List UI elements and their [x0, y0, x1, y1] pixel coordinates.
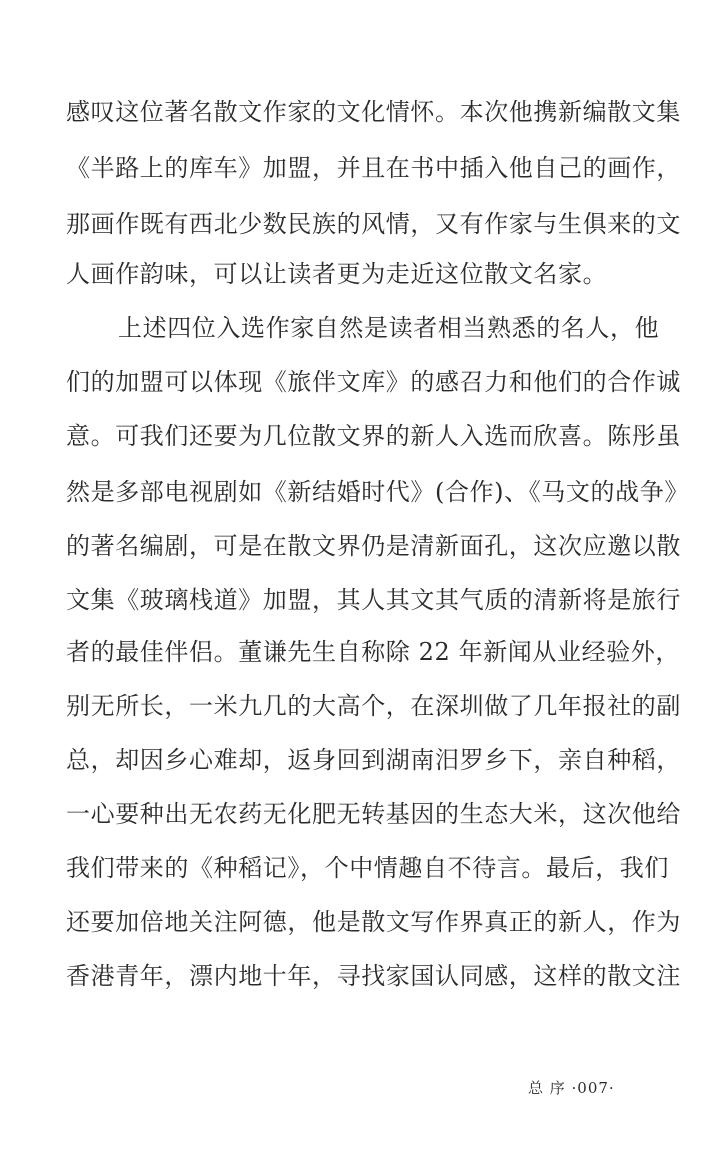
body-line: 意。可我们还要为几位散文界的新人入选而欣喜。陈彤虽 — [66, 422, 681, 450]
body-line: 那画作既有西北少数民族的风情，又有作家与生俱来的文 — [66, 210, 681, 238]
body-line: 总，却因乡心难却，返身回到湖南汨罗乡下，亲自种稻， — [66, 746, 681, 774]
body-line: 人画作韵味，可以让读者更为走近这位散文名家。 — [66, 260, 608, 288]
paragraph-start-line: 上述四位入选作家自然是读者相当熟悉的名人，他 — [118, 314, 660, 342]
body-line: 香港青年，漂内地十年，寻找家国认同感，这样的散文注 — [66, 962, 681, 990]
body-line: 一心要种出无农药无化肥无转基因的生态大米，这次他给 — [66, 800, 681, 828]
body-line: 别无所长，一米九几的大高个，在深圳做了几年报社的副 — [66, 692, 681, 720]
body-line: 感叹这位著名散文作家的文化情怀。本次他携新编散文集 — [66, 98, 681, 126]
body-line: 者的最佳伴侣。董谦先生自称除 22 年新闻从业经验外， — [66, 638, 680, 666]
page-footer: 总 序 ·007· — [528, 1079, 615, 1097]
body-line: 还要加倍地关注阿德，他是散文写作界真正的新人，作为 — [66, 908, 681, 936]
body-line: 我们带来的《种稻记》，个中情趣自不待言。最后，我们 — [66, 854, 669, 882]
body-line: 然是多部电视剧如《新结婚时代》(合作)、《马文的战争》 — [66, 478, 689, 506]
body-line: 《半路上的库车》加盟，并且在书中插入他自己的画作， — [66, 154, 681, 182]
body-line: 的著名编剧，可是在散文界仍是清新面孔，这次应邀以散 — [66, 532, 681, 560]
body-line: 们的加盟可以体现《旅伴文库》的感召力和他们的合作诚 — [66, 368, 681, 396]
body-line: 文集《玻璃栈道》加盟，其人其文其气质的清新将是旅行 — [66, 586, 681, 614]
